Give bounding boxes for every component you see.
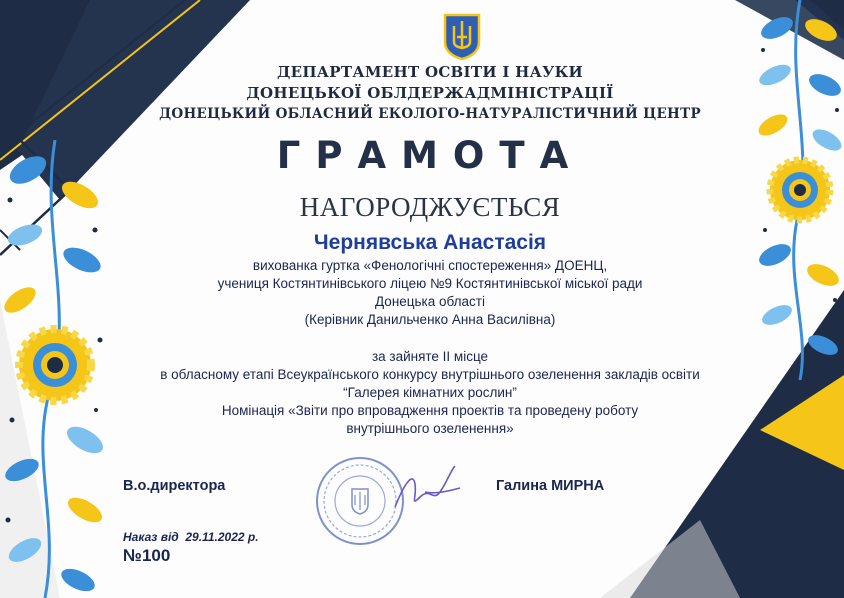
recipient-detail: вихованка гуртка «Фенологічні спостереження» ДОЕНЦ, <box>252 258 608 273</box>
sunflower-icon <box>19 329 91 401</box>
order-number: №100 <box>123 546 171 565</box>
recipient-detail: Донецька області <box>375 294 485 309</box>
signer-position: В.о.директора <box>123 478 226 494</box>
reason-line: в обласному етапі Всеукраїнського конкурсу внутрішнього озеленення закладів освіти <box>160 367 700 382</box>
order-date <box>123 530 259 544</box>
signature-mark <box>385 462 465 517</box>
reason-line: внутрішнього озеленення» <box>346 421 514 436</box>
header-line-3: ДОНЕЦЬКИЙ ОБЛАСНИЙ ЕКОЛОГО-НАТУРАЛІСТИЧНИЙ ЦЕНТР <box>159 106 701 122</box>
coat-of-arms-icon <box>442 12 482 60</box>
left-floral-border <box>0 140 115 598</box>
sunflower-icon <box>770 160 830 220</box>
reason-line: Номінація «Звіти про впровадження проектів та проведену роботу <box>221 403 639 418</box>
reason-line: “Галерея кімнатних рослин” <box>343 385 517 400</box>
recipient-detail: (Керівник Данильченко Анна Василівна) <box>304 312 556 327</box>
order-label: Наказ від <box>123 530 179 544</box>
header-line-1: ДЕПАРТАМЕНТ ОСВІТИ І НАУКИ <box>276 63 584 81</box>
order-date-value: 29.11.2022 р. <box>185 530 259 544</box>
recipient-detail: учениця Костянтинівського ліцею №9 Костянтинівської міської ради <box>217 276 643 291</box>
certificate-title: ГРАМОТА <box>276 134 584 177</box>
signer-name: Галина МИРНА <box>496 478 605 494</box>
header-line-2: ДОНЕЦЬКОЇ ОБЛДЕРЖАДМІНІСТРАЦІЇ <box>246 84 614 102</box>
recipient-name: Чернявська Анастасія <box>313 231 547 254</box>
award-line: НАГОРОДЖУЄТЬСЯ <box>299 192 561 222</box>
reason-line: за зайняте ІІ місце <box>371 349 489 364</box>
right-floral-border <box>755 0 844 380</box>
